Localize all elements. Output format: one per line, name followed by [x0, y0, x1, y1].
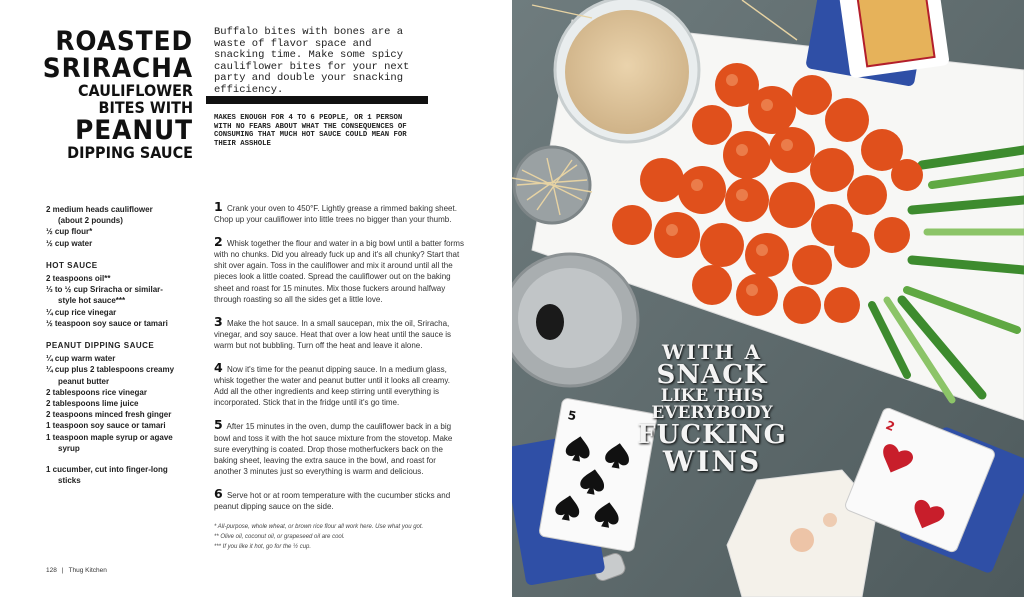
- can-opening: [536, 304, 564, 340]
- step-1: [214, 201, 464, 225]
- step-number: 3: [214, 313, 223, 329]
- food-photo: [512, 0, 1024, 597]
- caption-line-1: WITH A: [661, 340, 763, 364]
- step-number: 5: [214, 417, 223, 433]
- ingredient-item: sticks: [58, 476, 81, 486]
- title-line-6: DIPPING SAUCE: [67, 143, 193, 162]
- ingredient-item: 2 teaspoons oil**: [46, 274, 111, 284]
- ingredient-item: ¼ cup plus 2 tablespoons creamy: [46, 365, 175, 375]
- serving-note: MAKES ENOUGH FOR 4 TO 6 PEOPLE, OR 1 PERSON WITH NO FEARS ABOUT WHAT THE CONSEQUENCES OF CONSUMING THAT MUCH HOT SAUCE COULD MEAN FOR THEIR ASSHOLE: [214, 114, 407, 148]
- recipe-intro: Buffalo bites with bones are a waste of flavor space and snacking time. Make some spicy cauliflower bites for your next party and double your snacking efficiency.: [214, 26, 410, 96]
- ingredient-item: syrup: [58, 443, 80, 453]
- ingredient-item: 2 teaspoons minced fresh ginger: [46, 410, 172, 420]
- recipe-steps: [214, 201, 464, 523]
- ingredient-item: 2 tablespoons lime juice: [46, 399, 139, 409]
- ingredient-item: ½ teaspoon soy sauce or tamari: [46, 318, 168, 328]
- title-line-1: ROASTED: [55, 26, 193, 57]
- step-3: [214, 313, 464, 351]
- title-line-4: BITES WITH: [98, 98, 193, 117]
- card-rank-label: 2: [883, 417, 897, 434]
- peanut-sauce-heading: PEANUT DIPPING SAUCE: [46, 341, 155, 351]
- caption-line-2: SNACK: [656, 360, 768, 390]
- ingredient-item: 1 teaspoon maple syrup or agave: [46, 432, 173, 442]
- step-6: [214, 485, 464, 512]
- can-lid: [518, 268, 622, 368]
- step-number: 4: [214, 360, 223, 376]
- ingredient-item: ¼ cup warm water: [46, 354, 116, 364]
- hot-sauce-heading: HOT SAUCE: [46, 260, 98, 270]
- step-text: Serve hot or at room temperature with the cucumber sticks and peanut dipping sauce on the side.: [214, 490, 451, 511]
- ingredient-item: 1 teaspoon soy sauce or tamari: [46, 421, 166, 431]
- footnotes: [214, 522, 464, 552]
- caption-line-4: FUCKING: [637, 420, 787, 450]
- card-rank-label: 5: [566, 407, 578, 424]
- photo-caption: [632, 342, 792, 476]
- ingredient-item: ½ cup water: [46, 238, 93, 248]
- page-footer: 128 | Thug Kitchen: [46, 567, 107, 574]
- step-text: Crank your oven to 450°F. Lightly grease a rimmed baking sheet. Chop up your cauliflower into little trees no bigger than your thumb.: [214, 204, 457, 225]
- ingredient-item: 1 cucumber, cut into finger-long: [46, 465, 168, 475]
- step-number: 6: [214, 485, 223, 501]
- title-line-2: SRIRACHA: [42, 53, 193, 84]
- recipe-title: [28, 28, 193, 162]
- ingredient-item: ¼ cup rice vinegar: [46, 307, 117, 317]
- ingredient-item: (about 2 pounds): [58, 216, 123, 226]
- footnote: * All-purpose, whole wheat, or brown rice flour all work here. Use what you got.: [214, 524, 424, 530]
- title-line-3: CAULIFLOWER: [77, 81, 193, 100]
- step-text: After 15 minutes in the oven, dump the cauliflower back in a big bowl and toss it with the hot sauce mixture from the stovetop. Make sure everything is coated. Drop those motherfuckers back on the baking sheet, leaving the extra sauce in the bowl, and roast for another 3 minutes just so everything is warm and delicious.: [214, 422, 453, 476]
- footnote: *** If you like it hot, go for the ½ cup.: [214, 544, 312, 550]
- step-text: Make the hot sauce. In a small saucepan, mix the oil, Sriracha, vinegar, and soy sauce. Heat that over a low heat until the sauce is warm but not bubbling. Turn off the heat and leave it alone.: [214, 318, 452, 350]
- ingredient-item: peanut butter: [58, 376, 110, 386]
- ingredient-item: 2 tablespoons rice vinegar: [46, 387, 147, 397]
- step-4: [214, 362, 464, 408]
- book-title: Thug Kitchen: [68, 567, 107, 574]
- footnote: ** Olive oil, coconut oil, or grapeseed oil are cool.: [214, 534, 345, 540]
- step-text: Whisk together the flour and water in a big bowl until a batter forms with no chunks. Did you already fuck up and it's all chunky? Start that shit over again. Toss in the cauliflower and mix it around until all the pieces look a little coated. Spread the cauliflower out on the baking sheet and roast for 15 minutes. Mix those fuckers around halfway through roasting so all the sides get a little love.: [214, 239, 464, 304]
- page-number: 128: [46, 567, 57, 574]
- step-2: [214, 236, 464, 305]
- step-number: 2: [214, 234, 223, 250]
- step-5: [214, 419, 464, 476]
- divider-bar: [206, 96, 428, 104]
- ingredient-list: [46, 204, 196, 486]
- ingredient-item: ⅓ to ½ cup Sriracha or similar-: [46, 285, 163, 295]
- ingredient-item: style hot sauce***: [58, 296, 126, 306]
- sauce-stain: [790, 528, 814, 552]
- ingredient-item: ½ cup flour*: [46, 227, 93, 237]
- title-line-5: PEANUT: [75, 115, 193, 146]
- step-number: 1: [214, 199, 223, 214]
- photo-illustration: [512, 0, 1024, 597]
- caption-line-5: WINS: [662, 445, 762, 478]
- sauce-stain: [823, 513, 837, 527]
- ingredient-item: 2 medium heads cauliflower: [46, 205, 153, 214]
- peanut-sauce: [565, 10, 689, 134]
- caption-line-3: LIKE THIS EVERYBODY: [651, 386, 773, 423]
- step-text: Now it's time for the peanut dipping sauce. In a medium glass, whisk together the water and peanut butter until it looks all creamy. Add all the other ingredients and keep stirring until everything is incorporated. Stick that in the fridge until it's go time.: [214, 365, 450, 408]
